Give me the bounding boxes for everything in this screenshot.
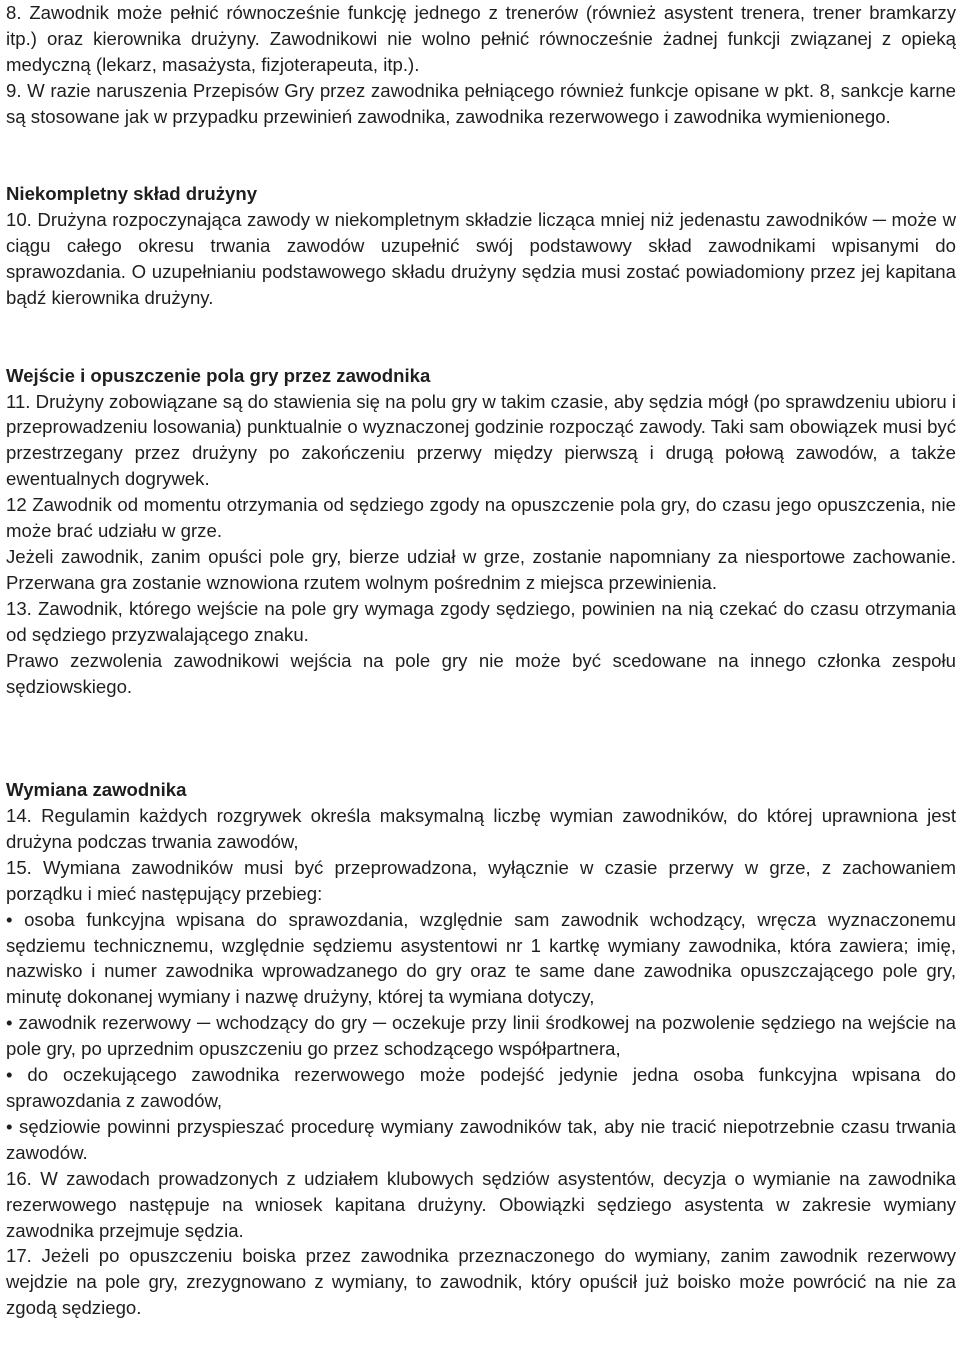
paragraph-13: 13. Zawodnik, którego wejście na pole gry wymaga zgody sędziego, powinien na nią czekać do czasu otrzymania od sędziego przyzwalającego znaku. (6, 597, 956, 645)
paragraph-9: 9. W razie naruszenia Przepisów Gry przez zawodnika pełniącego również funkcje opisane w pkt. 8, sankcje karne są stosowane jak w przypadku przewinień zawodnika, zawodnika rezerwowego i zawodnika wymienionego. (6, 79, 956, 127)
bullet-item-4: • sędziowie powinni przyspieszać procedurę wymiany zawodników tak, aby nie tracić niepotrzebnie czasu trwania zawodów. (6, 1115, 956, 1163)
paragraph-17: 17. Jeżeli po opuszczeniu boiska przez zawodnika przeznaczonego do wymiany, zanim zawodnik rezerwowy wejdzie na pole gry, zrezygnowano z wymiany, to zawodnik, który opuścił już boisko może powrócić na nie za zgodą sędziego. (6, 1245, 956, 1319)
spacer (6, 311, 956, 363)
heading-substitution: Wymiana zawodnika (6, 779, 187, 801)
document-page (6, 0, 956, 1321)
paragraph-11: 11. Drużyny zobowiązane są do stawienia się na polu gry w takim czasie, aby sędzia mógł (po sprawdzeniu ubioru i przeprowadzeniu losowania) punktualnie o wyznaczonej godzinie rozpocząć zawody. Taki sam obowiązek musi być przestrzegany przez drużyny po zakończeniu przerwy między pierwszą i drugą połową zawodów, a także ewentualnych dogrywek. (6, 390, 956, 490)
paragraph-16: 16. W zawodach prowadzonych z udziałem klubowych sędziów asystentów, decyzja o wymianie na zawodnika rezerwowego następuje na wniosek kapitana drużyny. Obowiązki sędziego asystenta w zakresie wymiany zawodnika przejmuje sędzia. (6, 1167, 956, 1241)
bullet-item-1: • osoba funkcyjna wpisana do sprawozdania, względnie sam zawodnik wchodzący, wręcza wyznaczonemu sędziemu technicznemu, względnie sędziemu asystentowi nr 1 kartkę wymiany zawodnika, która zawiera; imię, nazwisko i numer zawodnika wprowadzanego do gry oraz te same dane zawodnika opuszczającego pole gry, minutę dokonanej wymiany i nazwę drużyny, której ta wymiana dotyczy, (6, 908, 956, 1008)
spacer (6, 130, 956, 182)
paragraph-12: 12 Zawodnik od momentu otrzymania od sędziego zgody na opuszczenie pola gry, do czasu jego opuszczenia, nie może brać udziału w grze. (6, 494, 956, 542)
paragraph-13b: Prawo zezwolenia zawodnikowi wejścia na pole gry nie może być scedowane na innego członka zespołu sędziowskiego. (6, 649, 956, 697)
bullet-item-2: • zawodnik rezerwowy ─ wchodzący do gry ─ oczekuje przy linii środkowej na pozwolenie sędziego na wejście na pole gry, po uprzednim opuszczeniu go przez schodzącego współpartnera, (6, 1012, 956, 1060)
heading-entry-exit: Wejście i opuszczenie pola gry przez zawodnika (6, 364, 431, 386)
paragraph-10: 10. Drużyna rozpoczynająca zawody w niekompletnym składzie licząca mniej niż jedenastu zawodników ─ może w ciągu całego okresu trwania zawodów uzupełnić swój podstawowy skład zawodnikami wpisanymi do sprawozdania. O uzupełnianiu podstawowego składu drużyny sędzia musi zostać powiadomiony przez jej kapitana bądź kierownika drużyny. (6, 209, 956, 308)
bullet-item-3: • do oczekującego zawodnika rezerwowego może podejść jedynie jedna osoba funkcyjna wpisana do sprawozdania z zawodów, (6, 1064, 956, 1111)
paragraph-12b: Jeżeli zawodnik, zanim opuści pole gry, bierze udział w grze, zostanie napomniany za niesportowe zachowanie. Przerwana gra zostanie wznowiona rzutem wolnym pośrednim z miejsca przewinienia. (6, 546, 956, 593)
spacer (6, 699, 956, 777)
paragraph-15: 15. Wymiana zawodników musi być przeprowadzona, wyłącznie w czasie przerwy w grze, z zachowaniem porządku i mieć następujący przebieg: (6, 856, 956, 904)
paragraph-14: 14. Regulamin każdych rozgrywek określa maksymalną liczbę wymian zawodników, do której uprawniona jest drużyna podczas trwania zawodów, (6, 805, 956, 852)
paragraph-8: 8. Zawodnik może pełnić równocześnie funkcję jednego z trenerów (również asystent trenera, trener bramkarzy itp.) oraz kierownika drużyny. Zawodnikowi nie wolno pełnić równocześnie żadnej funkcji związanej z opieką medyczną (lekarz, masażysta, fizjoterapeuta, itp.). (6, 2, 956, 75)
heading-incomplete-squad: Niekompletny skład drużyny (6, 183, 258, 205)
